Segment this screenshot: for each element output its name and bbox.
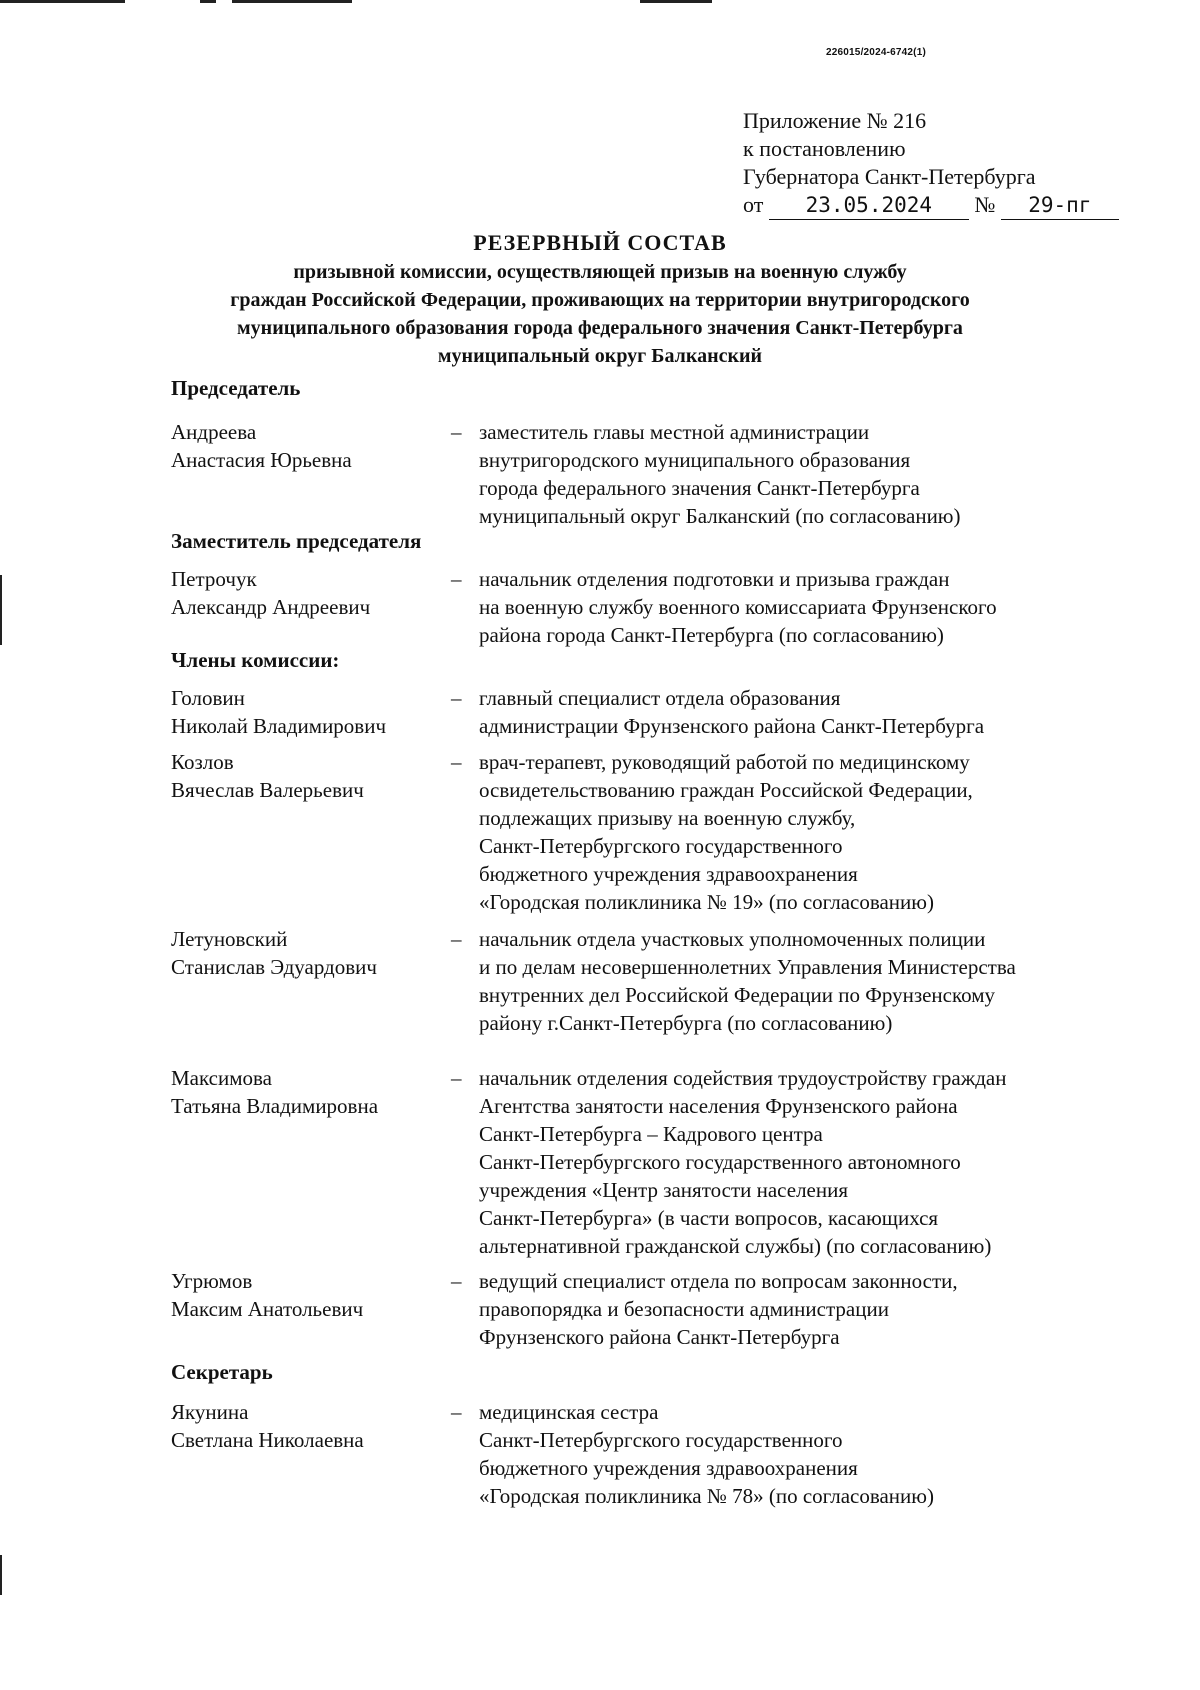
role-line: учреждения «Центр занятости населения: [479, 1178, 849, 1202]
appendix-line: Приложение № 216: [743, 108, 927, 133]
subtitle-line: призывной комиссии, осуществляющей призыв на военную службу: [293, 261, 907, 283]
section-heading-secretary: Секретарь: [171, 1360, 273, 1384]
member-role: [479, 684, 1119, 740]
role-line: врач-терапевт, руководящий работой по медицинскому: [479, 750, 970, 774]
role-line: Агентства занятости населения Фрунзенского района: [479, 1094, 958, 1118]
member-given-name: Татьяна Владимировна: [171, 1094, 379, 1118]
document-number: 226015/2024-6742(1): [826, 47, 926, 58]
appendix-line: Губернатора Санкт-Петербурга: [743, 164, 1036, 189]
role-line: «Городская поликлиника № 19» (по согласованию): [479, 890, 934, 914]
member-role: [479, 565, 1119, 649]
role-line: начальник отдела участковых уполномоченных полиции: [479, 927, 986, 951]
role-line: подлежащих призыву на военную службу,: [479, 806, 856, 830]
role-line: «Городская поликлиника № 78» (по согласованию): [479, 1484, 934, 1508]
member-surname: Головин: [171, 686, 245, 710]
document-title: РЕЗЕРВНЫЙ СОСТАВ: [473, 230, 727, 255]
member-name: [171, 925, 441, 981]
role-line: альтернативной гражданской службы) (по согласованию): [479, 1234, 992, 1258]
member-given-name: Светлана Николаевна: [171, 1428, 364, 1452]
member-name: [171, 1064, 441, 1120]
member-name: [171, 1398, 441, 1454]
member-surname: Козлов: [171, 750, 234, 774]
appendix-date-line: [743, 191, 1119, 220]
role-line: начальник отделения содействия трудоустройству граждан: [479, 1066, 1007, 1090]
role-line: города федерального значения Санкт-Петербурга: [479, 476, 920, 500]
role-line: правопорядка и безопасности администрации: [479, 1297, 889, 1321]
role-line: Санкт-Петербурга» (в части вопросов, касающихся: [479, 1206, 939, 1230]
role-line: начальник отделения подготовки и призыва граждан: [479, 567, 950, 591]
appendix-line: к постановлению: [743, 136, 906, 161]
subtitle-line: муниципального образования города федерального значения Санкт-Петербурга: [237, 317, 963, 339]
member-surname: Андреева: [171, 420, 257, 444]
member-given-name: Станислав Эдуардович: [171, 955, 377, 979]
role-line: бюджетного учреждения здравоохранения: [479, 1456, 858, 1480]
member-surname: Летуновский: [171, 927, 288, 951]
dash: –: [451, 927, 462, 951]
role-line: главный специалист отдела образования: [479, 686, 841, 710]
appendix-block: [743, 107, 1119, 220]
role-line: Санкт-Петербургского государственного: [479, 834, 843, 858]
scan-top-marks: [0, 0, 1200, 4]
document-subtitle: [150, 258, 1050, 370]
member-role: [479, 748, 1119, 916]
role-line: внутренних дел Российской Федерации по Фрунзенскому: [479, 983, 996, 1007]
member-surname: Максимова: [171, 1066, 272, 1090]
member-role: [479, 1267, 1119, 1351]
member-given-name: Николай Владимирович: [171, 714, 387, 738]
role-line: Санкт-Петербурга – Кадрового центра: [479, 1122, 823, 1146]
dash: –: [451, 1066, 462, 1090]
number-sign: №: [974, 192, 996, 217]
role-line: и по делам несовершеннолетних Управления Министерства: [479, 955, 1016, 979]
member-role: [479, 1064, 1119, 1260]
section-heading-deputy: Заместитель председателя: [171, 529, 422, 553]
role-line: заместитель главы местной администрации: [479, 420, 870, 444]
section-heading-chairman: Председатель: [171, 376, 301, 400]
role-line: медицинская сестра: [479, 1400, 659, 1424]
subtitle-line: муниципальный округ Балканский: [437, 345, 763, 367]
role-line: внутригородского муниципального образования: [479, 448, 911, 472]
role-line: района города Санкт-Петербурга (по согласованию): [479, 623, 944, 647]
role-line: району г.Санкт-Петербурга (по согласованию): [479, 1011, 893, 1035]
scan-side-mark: [0, 1555, 2, 1595]
role-line: Фрунзенского района Санкт-Петербурга: [479, 1325, 840, 1349]
member-surname: Угрюмов: [171, 1269, 253, 1293]
resolution-date: 23.05.2024: [769, 191, 969, 220]
dash: –: [451, 1400, 462, 1424]
member-name: [171, 418, 441, 474]
member-name: [171, 748, 441, 804]
section-heading-members: Члены комиссии:: [171, 648, 340, 672]
scan-side-mark: [0, 575, 2, 645]
member-role: [479, 1398, 1119, 1510]
role-line: Санкт-Петербургского государственного: [479, 1428, 843, 1452]
member-name: [171, 1267, 441, 1323]
resolution-number: 29-пг: [1001, 191, 1119, 220]
role-line: на военную службу военного комиссариата Фрунзенского: [479, 595, 997, 619]
member-name: [171, 565, 441, 621]
member-surname: Петрочук: [171, 567, 257, 591]
member-role: [479, 925, 1119, 1037]
role-line: ведущий специалист отдела по вопросам законности,: [479, 1269, 958, 1293]
date-prefix: от: [743, 192, 764, 217]
member-given-name: Вячеслав Валерьевич: [171, 778, 364, 802]
member-given-name: Александр Андреевич: [171, 595, 371, 619]
role-line: Санкт-Петербургского государственного автономного: [479, 1150, 961, 1174]
subtitle-line: граждан Российской Федерации, проживающих на территории внутригородского: [230, 289, 970, 311]
dash: –: [451, 686, 462, 710]
member-given-name: Анастасия Юрьевна: [171, 448, 352, 472]
dash: –: [451, 567, 462, 591]
member-name: [171, 684, 441, 740]
role-line: бюджетного учреждения здравоохранения: [479, 862, 858, 886]
member-given-name: Максим Анатольевич: [171, 1297, 364, 1321]
title-block: [150, 228, 1050, 370]
dash: –: [451, 1269, 462, 1293]
dash: –: [451, 750, 462, 774]
dash: –: [451, 420, 462, 444]
role-line: муниципальный округ Балканский (по согласованию): [479, 504, 961, 528]
role-line: освидетельствованию граждан Российской Федерации,: [479, 778, 973, 802]
role-line: администрации Фрунзенского района Санкт-Петербурга: [479, 714, 985, 738]
member-role: [479, 418, 1119, 530]
member-surname: Якунина: [171, 1400, 249, 1424]
